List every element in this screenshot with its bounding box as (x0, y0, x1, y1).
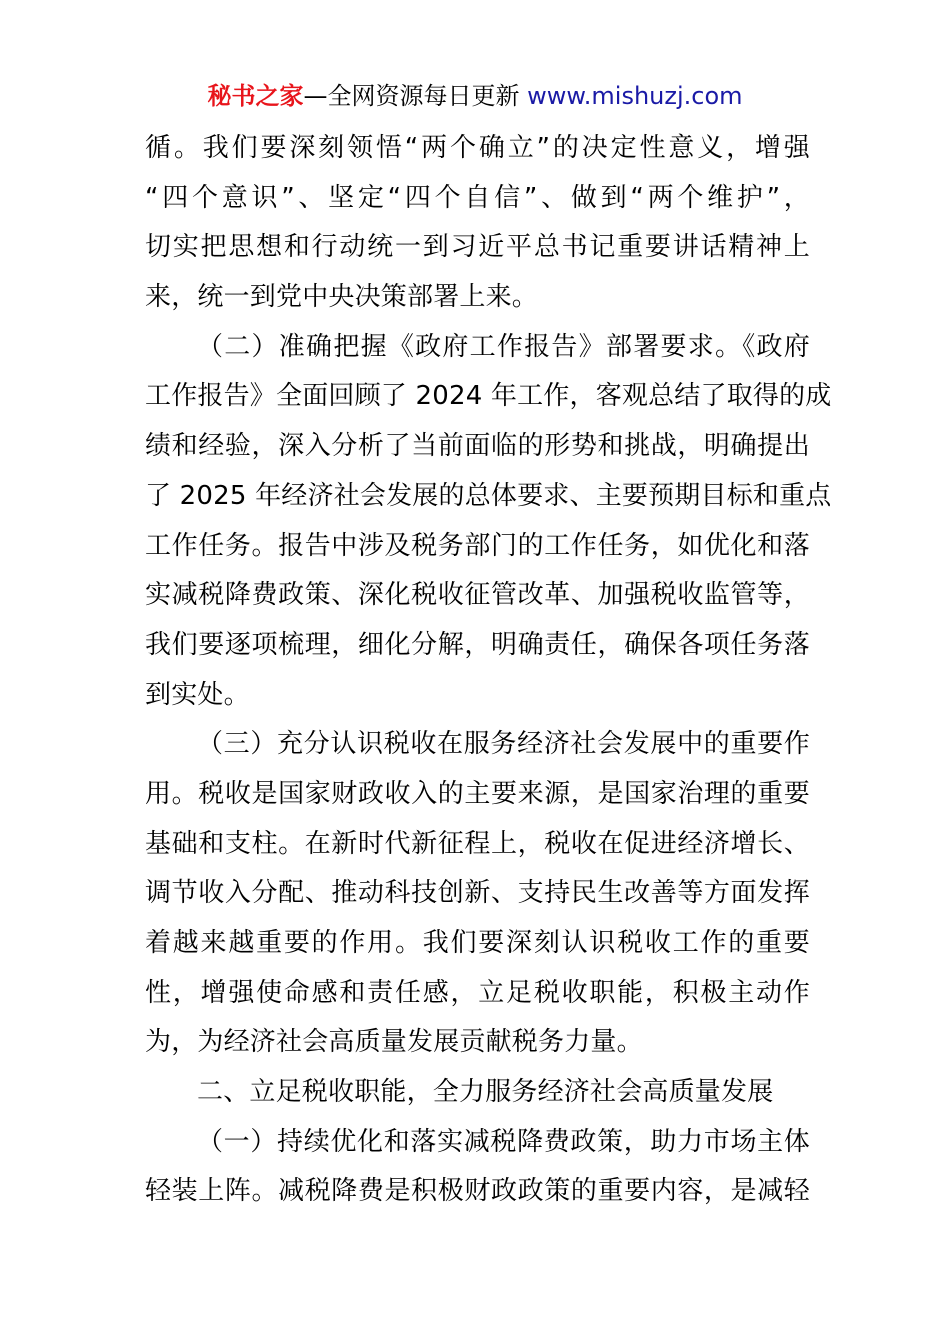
text-line: （三）充分认识税收在服务经济社会发展中的重要作 (197, 729, 810, 760)
text-line: 工作报告》全面回顾了 2024 年工作，客观总结了取得的成 (145, 381, 832, 412)
text-line: 轻装上阵。减税降费是积极财政政策的重要内容，是减轻 (145, 1176, 810, 1207)
text-line: 到实处。 (145, 679, 250, 710)
text-line: 为，为经济社会高质量发展贡献税务力量。 (145, 1027, 643, 1058)
site-brand: 秘书之家 (207, 82, 304, 110)
text-line: 用。税收是国家财政收入的主要来源，是国家治理的重要 (145, 778, 810, 809)
text-line: （二）准确把握《政府工作报告》部署要求。《政府 (197, 331, 810, 362)
text-line: （一）持续优化和落实减税降费政策，助力市场主体 (197, 1126, 810, 1157)
document-body (145, 124, 832, 1217)
text-line: 调节收入分配、推动科技创新、支持民生改善等方面发挥 (145, 878, 810, 909)
site-header (0, 80, 950, 112)
text-line: 工作任务。报告中涉及税务部门的工作任务，如优化和落 (145, 530, 810, 561)
text-line: 切实把思想和行动统一到习近平总书记重要讲话精神上 (145, 232, 810, 263)
site-url-link[interactable]: www.mishuzj.com (519, 82, 743, 110)
text-line: 着越来越重要的作用。我们要深刻认识税收工作的重要 (145, 928, 810, 958)
text-line: 绩和经验，深入分析了当前面临的形势和挑战，明确提出 (145, 431, 810, 462)
text-line: 性，增强使命感和责任感，立足税收职能，积极主动作 (145, 977, 810, 1008)
text-line: 我们要逐项梳理，细化分解，明确责任，确保各项任务落 (145, 629, 810, 660)
text-line: 来，统一到党中央决策部署上来。 (145, 282, 539, 313)
text-line: 实减税降费政策、深化税收征管改革、加强税收监管等， (145, 580, 810, 611)
text-line: 基础和支柱。在新时代新征程上，税收在促进经济增长、 (145, 828, 810, 859)
text-line: 循。我们要深刻领悟“两个确立”的决定性意义，增强 (145, 133, 810, 163)
text-line: “四个意识”、坚定“四个自信”、做到“两个维护”， (145, 182, 810, 213)
text-line: 了 2025 年经济社会发展的总体要求、主要预期目标和重点 (145, 480, 832, 511)
text-line: 二、立足税收职能，全力服务经济社会高质量发展 (197, 1077, 774, 1108)
site-tagline: —全网资源每日更新 (303, 82, 520, 110)
